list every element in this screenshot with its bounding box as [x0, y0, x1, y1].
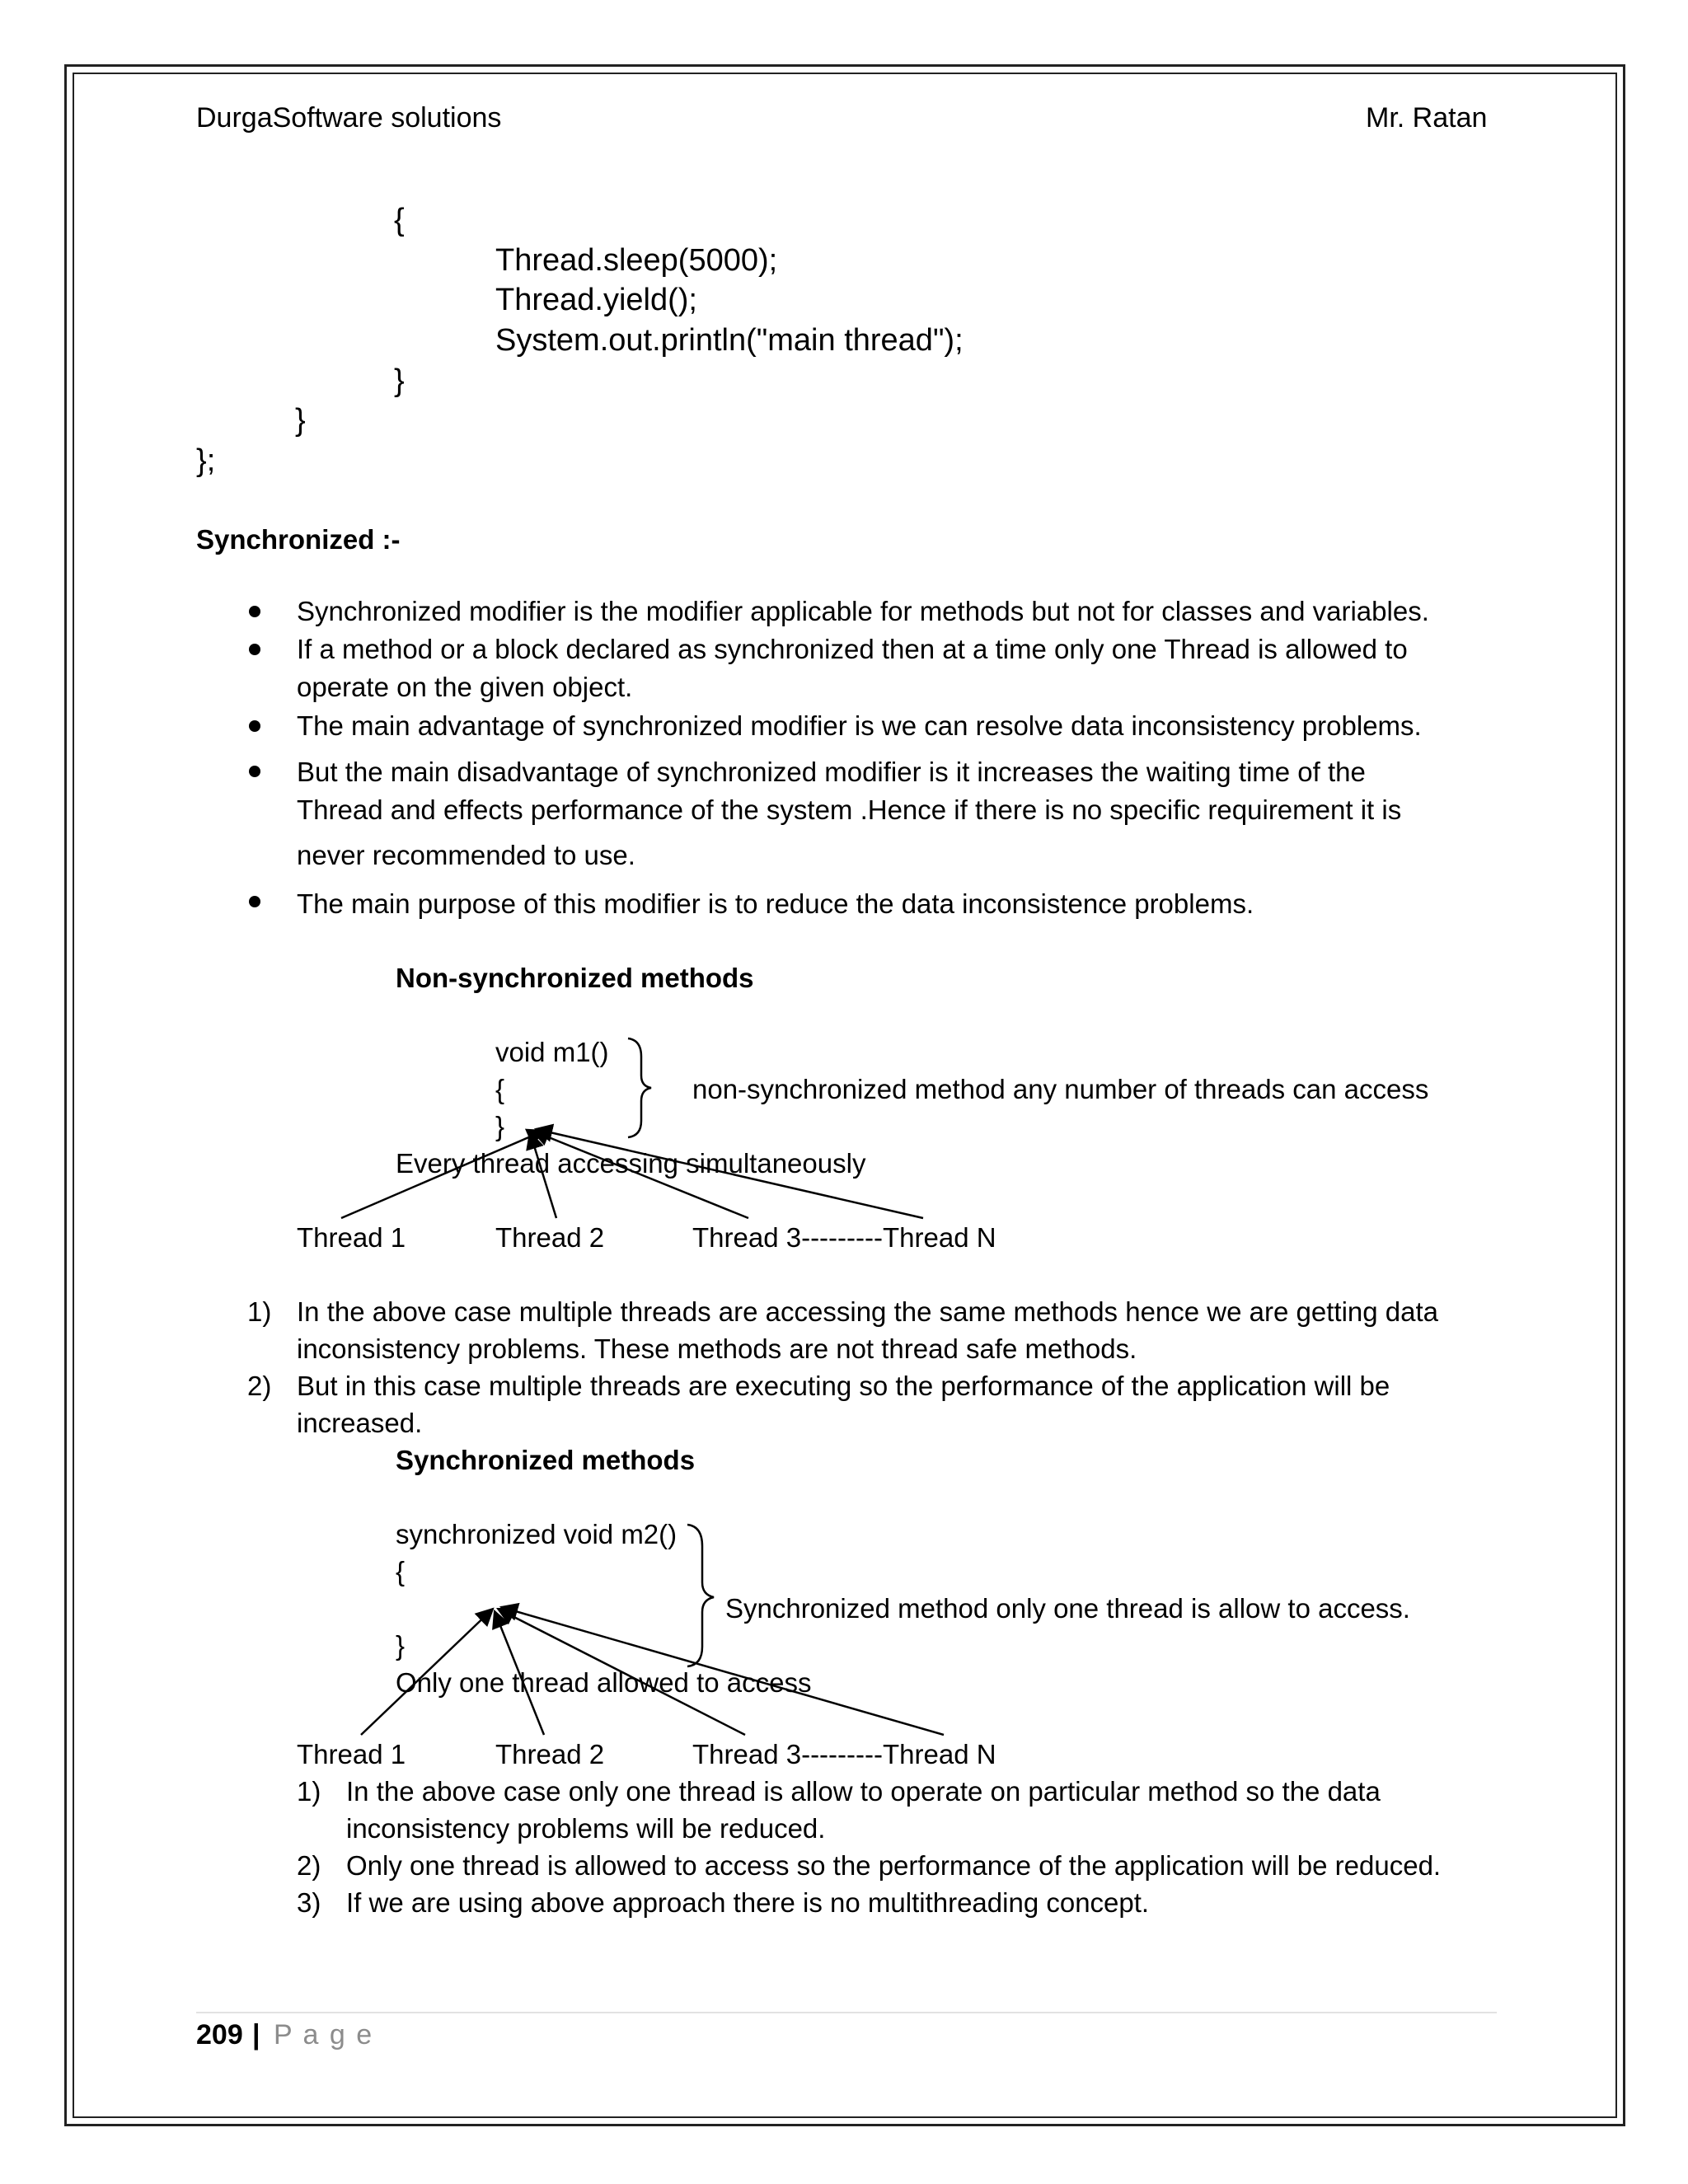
non-sync-curly-brace — [628, 1038, 651, 1137]
code-line-println: System.out.println("main thread"); — [495, 323, 964, 358]
footer-rule — [196, 2012, 1497, 2013]
bullet-text: The main advantage of synchronized modifier is we can resolve data inconsistency problems. — [297, 710, 1422, 741]
sync-point-text: In the above case only one thread is allow to operate on particular method so the data — [346, 1776, 1381, 1807]
bullet-text: Synchronized modifier is the modifier applicable for methods but not for classes and variables. — [297, 596, 1429, 626]
header-left: DurgaSoftware solutions — [196, 102, 502, 134]
non-sync-point-number: 1) — [247, 1296, 272, 1327]
sync-point-text: If we are using above approach there is no multithreading concept. — [346, 1887, 1150, 1918]
sync-point-number: 3) — [297, 1887, 321, 1918]
sync-open-brace: { — [396, 1556, 406, 1586]
code-close-brace-middle: } — [295, 403, 306, 438]
sync-point-text: Only one thread is allowed to access so the performance of the application will be reduced. — [346, 1850, 1442, 1881]
code-close-brace-inner: } — [394, 363, 405, 398]
sync-title: Synchronized methods — [396, 1445, 696, 1475]
non-sync-point-text: But in this case multiple threads are executing so the performance of the application will be — [297, 1371, 1390, 1401]
section-title: Synchronized :- — [196, 524, 401, 555]
footer-separator: | — [252, 2019, 260, 2050]
bullet-text-cont: operate on the given object. — [297, 672, 633, 702]
non-sync-arrow-thread-2 — [530, 1132, 556, 1218]
sync-arrow-thread-n — [501, 1607, 944, 1735]
non-sync-thread-1: Thread 1 — [297, 1222, 406, 1253]
bullet-text: If a method or a block declared as synchronized then at a time only one Thread is allowed to — [297, 634, 1408, 664]
sync-note: Synchronized method only one thread is allow to access. — [725, 1593, 1410, 1624]
sync-thread-1: Thread 1 — [297, 1739, 406, 1769]
sync-point-text-cont: inconsistency problems will be reduced. — [346, 1813, 826, 1844]
non-sync-close-brace: } — [495, 1111, 505, 1141]
sync-arrow-thread-1 — [361, 1609, 493, 1735]
non-sync-method-sig: void m1() — [495, 1037, 609, 1067]
sync-arrow-thread-3 — [498, 1609, 745, 1735]
code-close-brace-outer: }; — [196, 443, 216, 478]
code-line-yield: Thread.yield(); — [495, 283, 697, 317]
bullet-text-cont: never recommended to use. — [297, 840, 635, 870]
non-sync-thread-2: Thread 2 — [495, 1222, 605, 1253]
sync-method-sig: synchronized void m2() — [396, 1519, 678, 1549]
sync-point-number: 2) — [297, 1850, 321, 1881]
non-sync-arrow-thread-n — [536, 1129, 923, 1218]
non-sync-arrow-thread-1 — [341, 1131, 544, 1218]
sync-curly-brace — [687, 1525, 714, 1666]
sync-arrow-thread-2 — [495, 1611, 544, 1735]
non-sync-note: non-synchronized method any number of threads can access — [692, 1074, 1429, 1104]
non-sync-point-text-cont: increased. — [297, 1408, 423, 1438]
non-sync-point-text: In the above case multiple threads are accessing the same methods hence we are getting data — [297, 1296, 1439, 1327]
non-sync-arrow-thread-3 — [532, 1131, 748, 1218]
bullet-text: But the main disadvantage of synchronized modifier is it increases the waiting time of the — [297, 757, 1366, 787]
sync-close-brace: } — [396, 1630, 406, 1661]
non-sync-caption: Every thread accessing simultaneously — [396, 1148, 866, 1179]
sync-thread-2: Thread 2 — [495, 1739, 605, 1769]
code-open-brace: { — [394, 203, 405, 237]
sync-caption: Only one thread allowed to access — [396, 1667, 812, 1698]
non-sync-thread-3-n: Thread 3---------Thread N — [692, 1222, 996, 1253]
footer-page-number: 209 — [196, 2019, 243, 2050]
header-right: Mr. Ratan — [1366, 102, 1488, 134]
sync-point-number: 1) — [297, 1776, 321, 1807]
code-line-sleep: Thread.sleep(5000); — [495, 243, 778, 278]
non-sync-point-number: 2) — [247, 1371, 272, 1401]
non-sync-open-brace: { — [495, 1074, 505, 1104]
bullet-text: The main purpose of this modifier is to reduce the data inconsistence problems. — [297, 888, 1254, 919]
non-sync-point-text-cont: inconsistency problems. These methods are not thread safe methods. — [297, 1333, 1137, 1364]
footer-page-label: P a g e — [274, 2019, 374, 2050]
bullet-text-cont: Thread and effects performance of the system .Hence if there is no specific requirement it is — [297, 794, 1402, 825]
non-sync-title: Non-synchronized methods — [396, 963, 754, 993]
sync-thread-3-n: Thread 3---------Thread N — [692, 1739, 996, 1769]
